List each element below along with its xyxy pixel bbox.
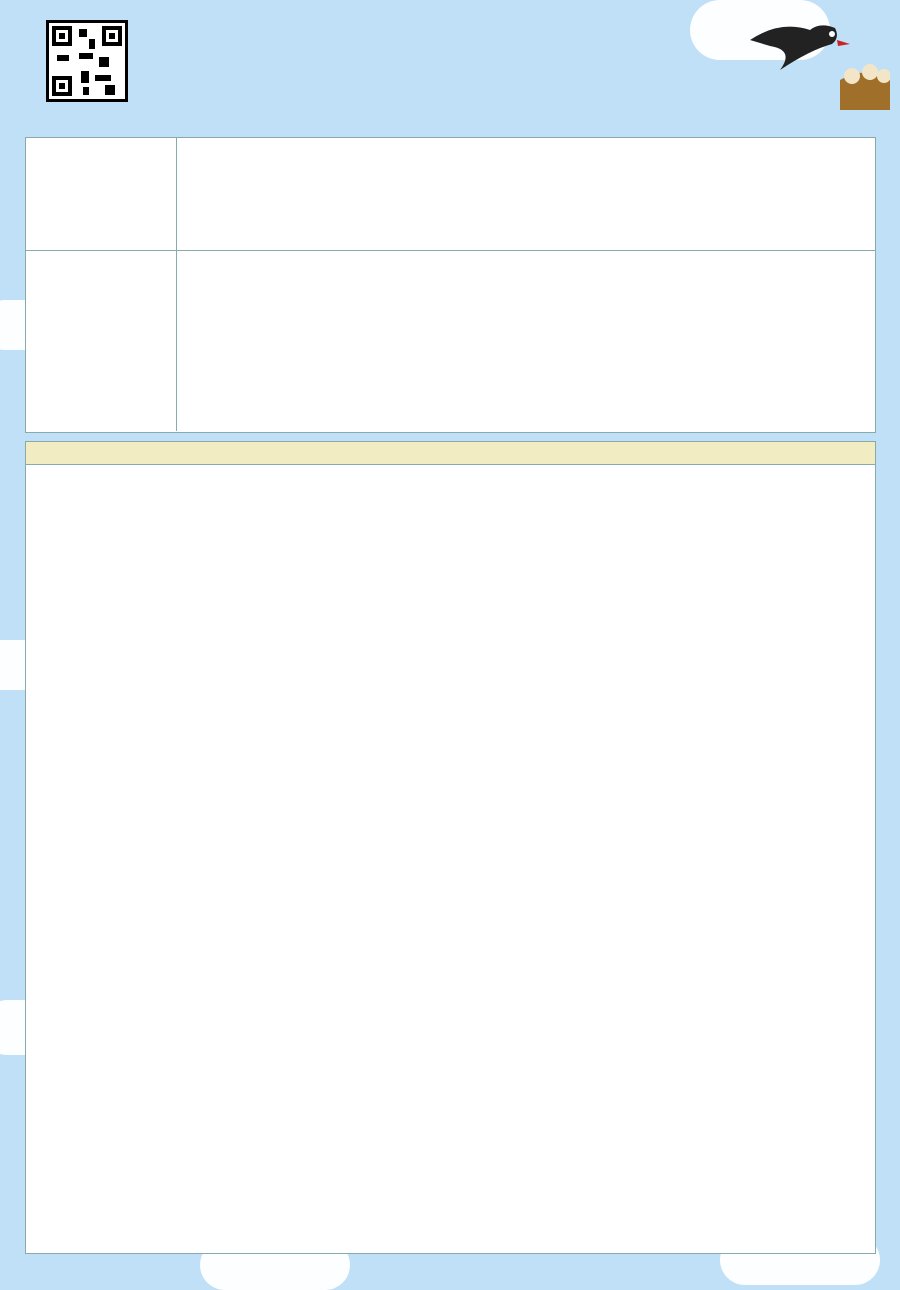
hours-change-label — [26, 138, 177, 250]
hours-change-row — [26, 138, 875, 251]
qr-code-icon[interactable] — [46, 20, 128, 102]
events-heading — [26, 442, 875, 465]
closed-days-row — [26, 250, 875, 431]
header — [0, 0, 900, 135]
schedule-box — [25, 137, 876, 433]
swallow-nest-icon — [740, 10, 890, 110]
event-calendar-table — [25, 441, 876, 1254]
closed-days-label — [26, 250, 177, 431]
